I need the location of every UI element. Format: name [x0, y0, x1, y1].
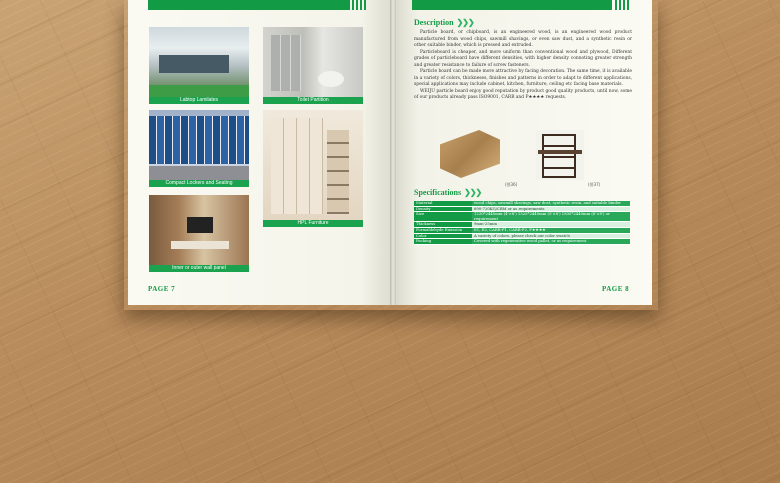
wall-photo-caption: Inner or outer wall panel	[149, 265, 249, 272]
spec-value: A variety of colors, please check our color swatch	[472, 233, 630, 239]
table-row	[414, 212, 630, 222]
specifications-table	[414, 201, 630, 245]
specifications-title: Specifications	[414, 188, 462, 197]
spec-value: 9mm-25mm	[472, 222, 630, 228]
description-heading	[414, 18, 474, 27]
lab-photo-caption: Labtop Lamilates	[149, 97, 249, 104]
description-paragraph: Particle board, or chipboard, is an engineered wood, is an engineered wood product manufactured from wood chips, sawmill shavings, or even saw dust, and a synthetic resin or other suitable binder, which is pressed and extruded.	[414, 30, 632, 48]
spec-value: E1, E2, CARB-P1, CARB-P2, F★★★★	[472, 227, 630, 233]
image-label-37: (图37)	[588, 182, 601, 187]
lockers-photo-caption: Compact Lockers and Seating	[149, 180, 249, 187]
right-page-number: PAGE 8	[602, 285, 630, 293]
right-header-stripes	[615, 0, 629, 10]
spec-key: Color	[414, 233, 472, 239]
book-spine	[390, 0, 396, 305]
left-header-bar	[148, 0, 350, 10]
description-paragraph: Particle board can be made more attractive by facing decoration. The same time, it is available in a variety of colors, thickneses, finishes and patterns in order to adapt to different applications, special applications may include cabinet, kitchen, furniture, ceiling etc facing base materials.	[414, 69, 632, 87]
spec-value: Covered with regenerative wood pallet, or as requirement	[472, 239, 630, 245]
description-paragraph: WEIJU particle board enjoy good reputation by product good quality products, until now, some of our products already pass ISO9001, CARB and P★★★★ requests.	[414, 88, 632, 100]
specifications-heading	[414, 188, 481, 197]
description-title: Description	[414, 18, 454, 27]
chevrons-icon: ❯❯❯	[456, 18, 474, 27]
toilet-partition-photo	[263, 27, 363, 97]
toilet-photo-caption: Toilet Partition	[263, 97, 363, 104]
left-page-number: PAGE 7	[148, 285, 176, 293]
table-row	[414, 239, 630, 245]
spec-value: 690-720KG/CBM or as requirements	[472, 206, 630, 212]
spec-key: Size	[414, 212, 472, 222]
spec-key: Thickness	[414, 222, 472, 228]
chevrons-icon: ❯❯❯	[464, 188, 482, 197]
description-text	[414, 30, 632, 102]
description-paragraph: Particleboard is cheaper, and more uniform than conventional wood and plywood, Different grades of particleboard have different densities, with higher density connoting greater strength and greater resistance to failure of screw fasteners.	[414, 49, 632, 68]
spec-value: 1220*2440mm (4'×8') 1525*2440mm (5'×8') 1830*2440mm (6'×8') or requirement	[472, 212, 630, 222]
spec-key: Formaldehyde Emission	[414, 227, 472, 233]
spec-value: wood chips, sawmill shavings, saw dust, synthetic resin, and suitable binder	[472, 201, 630, 206]
lab-laminate-photo	[149, 27, 249, 97]
right-header-bar	[412, 0, 612, 10]
hpl-furniture-photo	[263, 110, 363, 220]
spec-key: Density	[414, 206, 472, 212]
spec-key: Material	[414, 201, 472, 206]
wall-panel-photo	[149, 195, 249, 265]
compact-lockers-photo	[149, 110, 249, 180]
hpl-photo-caption: HPL Furniture	[263, 220, 363, 227]
left-header-stripes	[352, 0, 366, 10]
bookshelf-photo	[536, 130, 584, 180]
spec-key: Packing	[414, 239, 472, 245]
image-label-36: (图36)	[505, 182, 518, 187]
